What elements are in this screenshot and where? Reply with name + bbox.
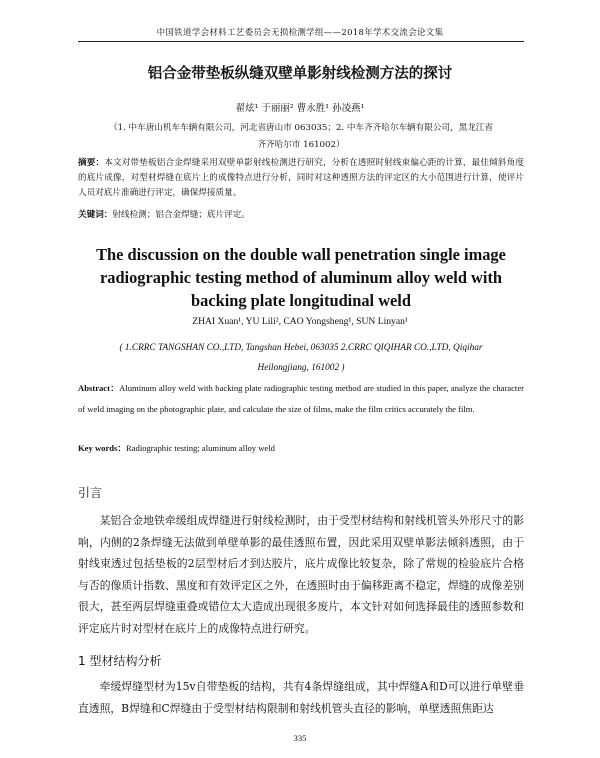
section-heading-1: 1 型材结构分析	[78, 654, 162, 668]
authors-en: ZHAI Xuan¹, YU Lili², CAO Yongsheng¹, SUN Linyan¹	[192, 316, 408, 327]
abstract-en	[78, 378, 524, 419]
keywords-en-text: Radiographic testing; aluminum alloy weld	[125, 443, 275, 453]
affiliation-en	[78, 338, 524, 378]
affiliation-zh-line: 齐齐哈尔市 161002）	[257, 140, 345, 150]
affiliation-en-line: ( 1.CRRC TANGSHAN CO.,LTD, Tangshan Hebei, 063035 2.CRRC QIQIHAR CO.,LTD, Qiqihar	[119, 343, 483, 353]
keywords-en	[78, 442, 524, 454]
affiliation-zh-line: （1. 中车唐山机车车辆有限公司，河北省唐山市 063035；2. 中车齐齐哈尔车辆有限公司，黑龙江省	[109, 123, 493, 133]
abstract-zh	[78, 156, 524, 201]
section1-paragraph: 牵缓焊缝型材为15v自带垫板的结构，共有4条焊缝组成，其中焊缝A和D可以进行单壁垂直透照，B焊缝和C焊缝由于受型材结构限制和射线机管头直径的影响，单壁透照焦距达	[78, 680, 524, 715]
paper-title-zh: 铝合金带垫板纵缝双壁单影射线检测方法的探讨	[147, 66, 453, 82]
section-heading-intro: 引言	[78, 486, 103, 500]
abstract-en-text: Aluminum alloy weld with backing plate radiographic testing method are studied in this paper, analyze the character of weld imaging on the photographic plate, and calculate the size of films, make the film critics accurately the film.	[78, 383, 524, 414]
abstract-en-label: Abstract：	[78, 383, 120, 393]
header-rule	[78, 41, 524, 42]
page-number: 335	[293, 733, 307, 743]
authors-zh: 翟炫¹ 于丽丽² 曹永胜¹ 孙凌燕¹	[235, 103, 365, 114]
affiliation-zh	[78, 120, 524, 154]
abstract-zh-text: 本文对带垫板铝合金焊缝采用双壁单影射线检测进行研究，分析在透照时射线束偏心距的计算，最佳倾斜角度的底片成像，对型材焊缝在底片上的成像特点进行分析，同时对这种透照方法的评定区的大小范围进行计算，使评片人员对底片准确进行评定，确保焊接质量。	[78, 158, 524, 198]
intro-paragraph: 某铝合金地铁牵缓组成焊缝进行射线检测时，由于受型材结构和射线机管头外形尺寸的影响，内侧的2条焊缝无法做到单壁单影的最佳透照布置，因此采用双壁单影法倾斜透照，由于射线束透过包括垫板的2层型材后才到达胶片，底片成像比较复杂，除了常规的检验底片合格与否的像质计指数、黑度和有效评定区之外，在透照时由于偏移距离不稳定，焊缝的成像差别很大，甚至两层焊缝重叠或错位太大造成出现很多废片，本文针对如何选择最佳的透照参数和评定底片时对型材在底片上的成像特点进行研究。	[78, 514, 524, 635]
keywords-en-label: Key words：	[78, 443, 126, 453]
running-head: 中国铁道学会材料工艺委员会无损检测学组——2018年学术交流会论文集	[156, 28, 444, 38]
keywords-zh-text: 射线检测；铝合金焊缝；底片评定。	[112, 210, 250, 220]
paper-title-en: The discussion on the double wall penetration single image radiographic testing method of aluminum alloy weld with backing plate longitudinal weld	[96, 245, 506, 310]
affiliation-en-line: Heilongjiang, 161002 )	[257, 363, 345, 373]
keywords-zh-label: 关键词：	[78, 210, 113, 220]
keywords-zh	[78, 208, 524, 220]
abstract-zh-label: 摘要：	[78, 158, 105, 168]
